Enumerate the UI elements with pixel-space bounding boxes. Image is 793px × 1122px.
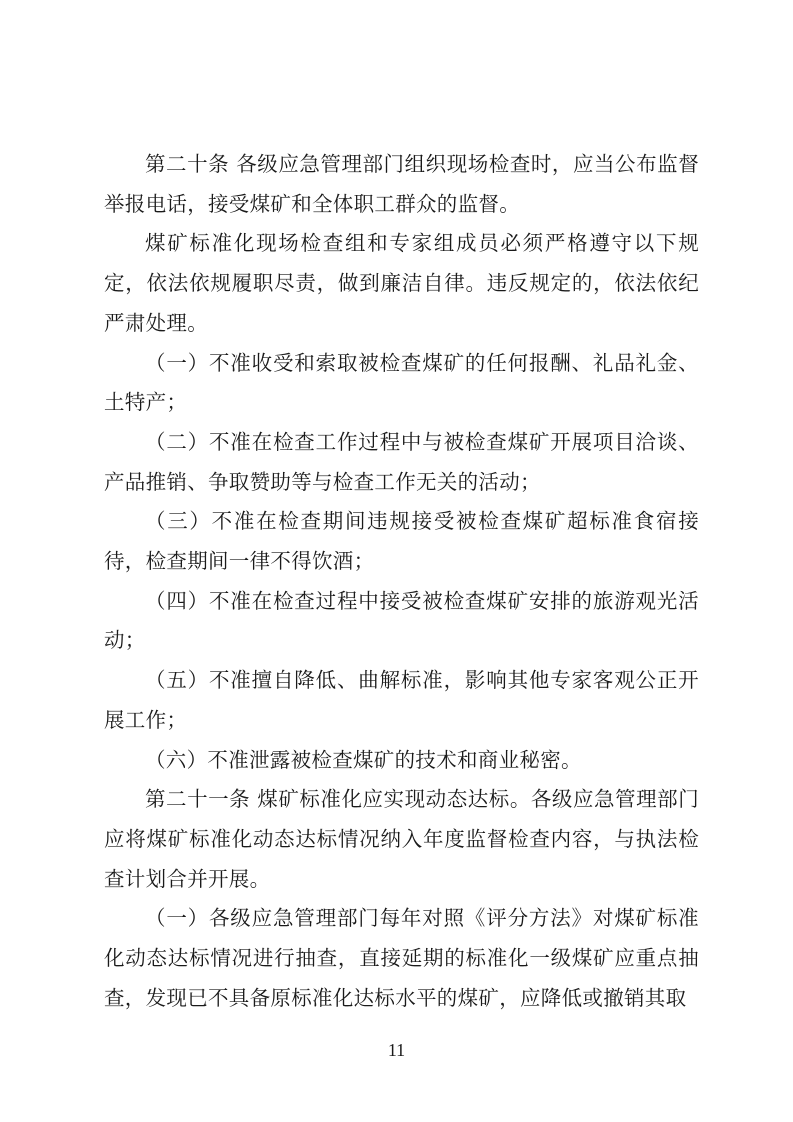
page-number: 11 [387, 1040, 406, 1060]
paragraph-rule-4: （四）不准在检查过程中接受被检查煤矿安排的旅游观光活动； [104, 588, 699, 653]
paragraph-rule-6: （六）不准泄露被检查煤矿的技术和商业秘密。 [145, 747, 582, 772]
paragraph-rule-3: （三）不准在检查期间违规接受被检查煤矿超标准食宿接待，检查期间一律不得饮酒； [104, 509, 699, 574]
paragraph-article-21: 第二十一条 煤矿标准化应实现动态达标。各级应急管理部门应将煤矿标准化动态达标情况纳入年度监督检查内容，与执法检查计划合并开展。 [104, 787, 699, 891]
paragraph-rule-1: （一）不准收受和索取被检查煤矿的任何报酬、礼品礼金、土特产； [104, 350, 699, 415]
document-body [104, 145, 699, 1018]
paragraph-inspection-rules: 煤矿标准化现场检查组和专家组成员必须严格遵守以下规定，依法依规履职尽责，做到廉洁自律。违反规定的，依法依纪严肃处理。 [104, 231, 699, 335]
paragraph-rule-5: （五）不准擅自降低、曲解标准，影响其他专家客观公正开展工作； [104, 668, 699, 732]
paragraph-article-21-item-1: （一）各级应急管理部门每年对照《评分方法》对煤矿标准化动态达标情况进行抽查，直接延期的标准化一级煤矿应重点抽查，发现已不具备原标准化达标水平的煤矿，应降低或撤销其取 [104, 906, 699, 1010]
paragraph-article-20: 第二十条 各级应急管理部门组织现场检查时，应当公布监督举报电话，接受煤矿和全体职工群众的监督。 [104, 152, 699, 216]
paragraph-rule-2: （二）不准在检查工作过程中与被检查煤矿开展项目洽谈、产品推销、争取赞助等与检查工作无关的活动； [104, 429, 699, 494]
